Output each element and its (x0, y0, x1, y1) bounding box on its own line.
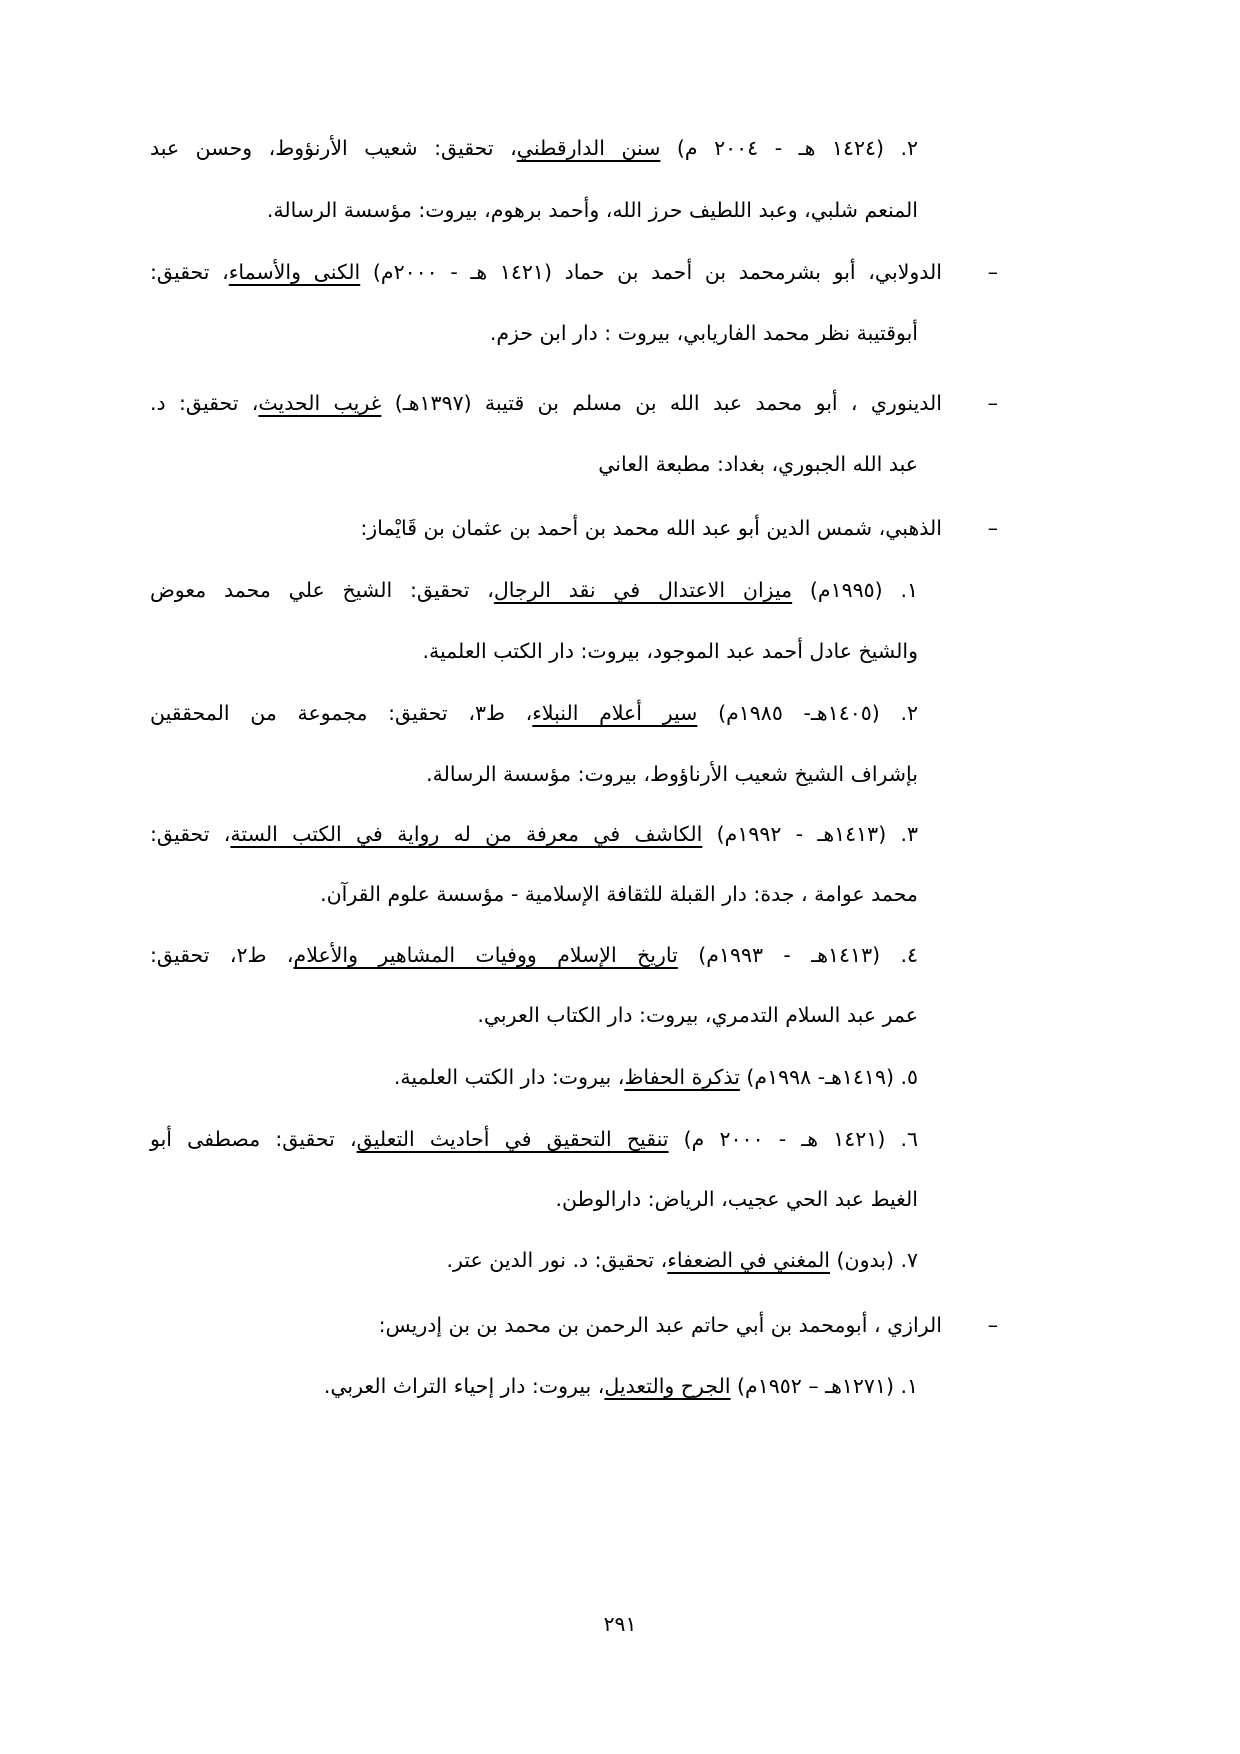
reference-line: الذهبي، شمس الدين أبو عبد الله محمد بن أحمد بن عثمان بن قَايْماز: (360, 516, 942, 540)
ref-title: غريب الحديث (258, 391, 382, 415)
reference-line (324, 1371, 918, 1401)
reference-line-cont: المنعم شلبي، وعبد اللطيف حرز الله، وأحمد برهوم، بيروت: مؤسسة الرسالة. (266, 198, 918, 222)
ref-prefix: ٢. (١٤٢٤ هـ - ٢٠٠٤ م) (660, 136, 919, 160)
reference-line (150, 388, 942, 418)
ref-prefix: ٥. (١٤١٩هـ- ١٩٩٨م) (739, 1065, 918, 1089)
reference-line-cont: الغيط عبد الحي عجيب، الرياض: دارالوطن. (555, 1187, 918, 1211)
reference-line-cont: والشيخ عادل أحمد عبد الموجود، بيروت: دار الكتب العلمية. (422, 639, 918, 663)
reference-line-cont: عمر عبد السلام التدمري، بيروت: دار الكتاب العربي. (477, 1003, 918, 1027)
ref-prefix: ٢. (١٤٠٥هـ- ١٩٨٥م) (697, 701, 919, 725)
reference-line-cont: أبوقتيبة نظر محمد الفاريابي، بيروت : دار ابن حزم. (489, 321, 918, 345)
ref-title: سير أعلام النبلاء (532, 701, 698, 725)
reference-line (446, 1245, 918, 1275)
ref-suffix: ، تحقيق: د. نور الدين عتر. (446, 1248, 668, 1272)
ref-title: ميزان الاعتدال في نقد الرجال (493, 578, 793, 602)
ref-suffix: ، تحقيق: (150, 822, 231, 846)
ref-title: المغني في الضعفاء (667, 1248, 831, 1272)
reference-line (150, 133, 918, 163)
ref-suffix: ، بيروت: دار إحياء التراث العربي. (323, 1374, 605, 1398)
ref-prefix: الدينوري ، أبو محمد عبد الله بن مسلم بن قتيبة (١٣٩٧هـ) (381, 391, 942, 415)
ref-title: الجرح والتعديل (604, 1374, 731, 1398)
reference-line (150, 575, 918, 605)
bullet-dash: – (987, 260, 998, 284)
ref-suffix: ، تحقيق: الشيخ علي محمد معوض (150, 578, 494, 602)
reference-line (150, 257, 942, 287)
page-number: ٢٩١ (603, 1612, 637, 1636)
ref-title: تاريخ الإسلام ووفيات المشاهير والأعلام (293, 943, 678, 967)
ref-title: سنن الدارقطني (516, 136, 661, 160)
ref-title: تذكرة الحفاظ (624, 1065, 740, 1089)
bullet-dash: – (987, 516, 998, 540)
reference-line (394, 1062, 918, 1092)
reference-line-cont: بإشراف الشيخ شعيب الأرناؤوط، بيروت: مؤسسة الرسالة. (426, 762, 918, 786)
ref-title: الكاشف في معرفة من له رواية في الكتب الستة (230, 822, 703, 846)
ref-suffix: ، تحقيق: (150, 260, 229, 284)
reference-line-cont: عبد الله الجبوري، بغداد: مطبعة العاني (598, 452, 918, 476)
reference-line (150, 698, 918, 728)
ref-suffix: ، ط٢، تحقيق: (150, 943, 294, 967)
ref-prefix: ٤. (١٤١٣هـ - ١٩٩٣م) (677, 943, 919, 967)
reference-line: الرازي ، أبومحمد بن أبي حاتم عبد الرحمن بن محمد بن بن إدريس: (378, 1313, 942, 1337)
bullet-dash: – (987, 1313, 998, 1337)
bullet-dash: – (987, 391, 998, 415)
ref-suffix: ، ط٣، تحقيق: مجموعة من المحققين (150, 701, 533, 725)
ref-title: تنقيح التحقيق في أحاديث التعليق (356, 1127, 669, 1151)
ref-suffix: ، تحقيق: مصطفى أبو (150, 1127, 357, 1151)
ref-suffix: ، تحقيق: د. (150, 391, 259, 415)
ref-prefix: الدولابي، أبو بشرمحمد بن أحمد بن حماد (١٤٢١ هـ - ٢٠٠٠م) (360, 260, 942, 284)
ref-title: الكنى والأسماء (228, 260, 361, 284)
ref-suffix: ، بيروت: دار الكتب العلمية. (393, 1065, 625, 1089)
reference-line (150, 1124, 918, 1154)
reference-line (150, 940, 918, 970)
ref-suffix: ، تحقيق: شعيب الأرنؤوط، وحسن عبد (150, 136, 517, 160)
reference-line-cont: محمد عوامة ، جدة: دار القبلة للثقافة الإسلامية - مؤسسة علوم القرآن. (320, 882, 918, 906)
ref-prefix: ٧. (بدون) (830, 1248, 918, 1272)
ref-prefix: ٦. (١٤٢١ هـ - ٢٠٠٠ م) (668, 1127, 919, 1151)
ref-prefix: ١. (١٢٧١هـ – ١٩٥٢م) (730, 1374, 918, 1398)
reference-line (150, 819, 918, 849)
ref-prefix: ٣. (١٤١٣هـ - ١٩٩٢م) (702, 822, 919, 846)
ref-prefix: ١. (١٩٩٥م) (792, 578, 918, 602)
